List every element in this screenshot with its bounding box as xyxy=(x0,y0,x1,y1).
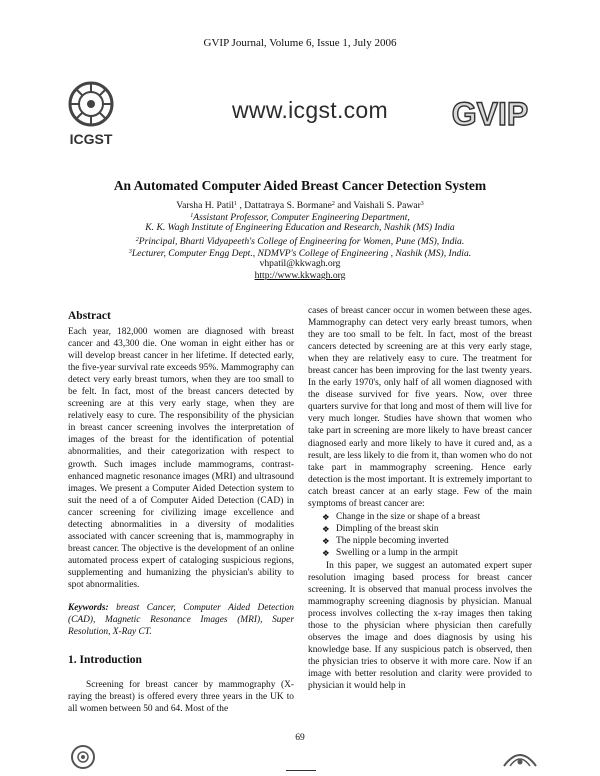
diamond-bullet-icon: ❖ xyxy=(322,523,330,534)
website-banner: www.icgst.com xyxy=(232,97,388,123)
intro-body: Screening for breast cancer by mammography (X-raying the breast) is offered every three years in the UK to all women between 50 and 64. Most of the xyxy=(68,680,294,715)
bottom-rule xyxy=(286,770,316,771)
svg-text:GVIP: GVIP xyxy=(451,96,529,130)
diamond-bullet-icon: ❖ xyxy=(322,535,330,546)
right-para-2: In this paper, we suggest an automated expert super resolution imaging based process for breast cancer screening. It is observed that manual process involves the mammography screening diagnosis by physician. Manual process involves collecting the x-ray images then taking those to the physician where physician then carefully observes the image and does diagnosis by using his knowledge base. If any suspicious patch is observed, then the physician tries to observe it with more care. Now if an image with better resolution and clarity were provided to physician it would help in xyxy=(308,560,532,692)
right-column xyxy=(308,305,532,693)
author-email: vhpatil@kkwagh.org xyxy=(259,258,341,269)
affiliation-2: $^2$Principal, Bharti Vidyapeeth's College of Engineering for Women, Pune (MS), India. xyxy=(135,236,465,247)
icgst-logo xyxy=(62,78,120,148)
journal-header: GVIP Journal, Volume 6, Issue 1, July 2006 xyxy=(203,37,397,49)
footer-logo-left-icon xyxy=(68,742,98,772)
list-item: ❖ The nipple becoming inverted xyxy=(322,535,449,546)
keywords-text: breast Cancer, Computer Aided Detection (CAD), Magnetic Resonance Images (MRI), Super Resolution, X-Ray CT. xyxy=(68,603,294,638)
author-line: Varsha H. Patil$^1$ , Dattatraya S. Bormane$^2$ and Vaishali S. Pawar$^3$ xyxy=(176,200,424,211)
right-para-1: cases of breast cancer occur in women between these ages. Mammography can detect very early breast tumors, when they are too small to be felt. In fact, most of the breast cancers detected by screening are at this very early stage, when they are relatively easy to cure. The treatment for breast cancer has been improving for the last twenty years. In the early 1970's, only half of all women diagnosed with the disease survived for five years. Now, over three quarters survive for that long and most of them will live for very much longer. Studies have shown that women who take part in screening are more likely to have breast cancer diagnosed early and more likely to have it cured and, as a result, are less likely to die from it, than women who do not take part in mammography screening. Hence early detection is the most important. It is extremely important to catch breast cancer at an early stage. Few of the main symptoms of breast cancer are: xyxy=(308,306,532,509)
affiliation-3: $^3$Lecturer, Computer Engg Dept., NDMVP's College of Engineering , Nashik (MS), India. xyxy=(128,248,472,259)
footer-logo-right-icon xyxy=(500,742,540,772)
keywords xyxy=(68,602,294,638)
abstract-column xyxy=(68,326,294,638)
author-1: Varsha H. Patil xyxy=(176,200,235,211)
author-url-line xyxy=(0,270,600,282)
list-item: ❖ Swelling or a lump in the armpit xyxy=(322,547,458,558)
intro-heading: 1. Introduction xyxy=(68,654,142,666)
list-item: ❖ Change in the size or shape of a breast xyxy=(322,511,481,522)
diamond-bullet-icon: ❖ xyxy=(322,547,330,558)
abstract-body: Each year, 182,000 women are diagnosed with breast cancer and 43,300 die. One woman in eight either has or will develop breast cancer in her lifetime. If detected early, the five-year survival rate exceeds 95%. Mammography can detect very early breast tumors, when they are too small to be felt. In fact, most of the breast cancers detected by screening are at this very early stage, when they are relatively easy to cure. The responsibility of the physician in breast cancer screening involves the interpretation of images of the breast for the identification of potential abnormalities, and their categorization with respect to growth. Such images include mammograms, contrast-enhanced magnetic resonance images (MRI) and ultrasound images. We present a Computer Aided Detection system to suit the need of a of Computer Aided Detection (CAD) in cancer screening for civilizing image excellence and detecting abnormalities in a diversity of modalities associated with cancer screening that is, mammography in breast cancer. The objective is the development of an online automated process expert of cataloging suspicious regions, supplementing and humanizing the physician's ability to spot abnormalities. xyxy=(68,327,294,590)
author-url-link[interactable]: http://www.kkwagh.org xyxy=(254,270,346,281)
symptom-list xyxy=(308,511,532,559)
paper-title: An Automated Computer Aided Breast Cancer Detection System xyxy=(113,178,487,193)
affiliation-1-line2: K. K. Wagh Institute of Engineering Education and Research, Nashik (MS) India xyxy=(145,222,455,233)
diamond-bullet-icon: ❖ xyxy=(322,511,330,522)
affiliation-1: $^1$Assistant Professor, Computer Engineering Department, xyxy=(190,212,410,223)
abstract-heading: Abstract xyxy=(68,310,111,322)
gvip-logo xyxy=(435,96,545,130)
list-item: ❖ Dimpling of the breast skin xyxy=(322,523,439,534)
svg-text:ICGST: ICGST xyxy=(69,131,113,147)
page-number: 69 xyxy=(295,733,305,743)
keywords-label: Keywords: xyxy=(68,603,109,614)
intro-column xyxy=(68,670,294,725)
